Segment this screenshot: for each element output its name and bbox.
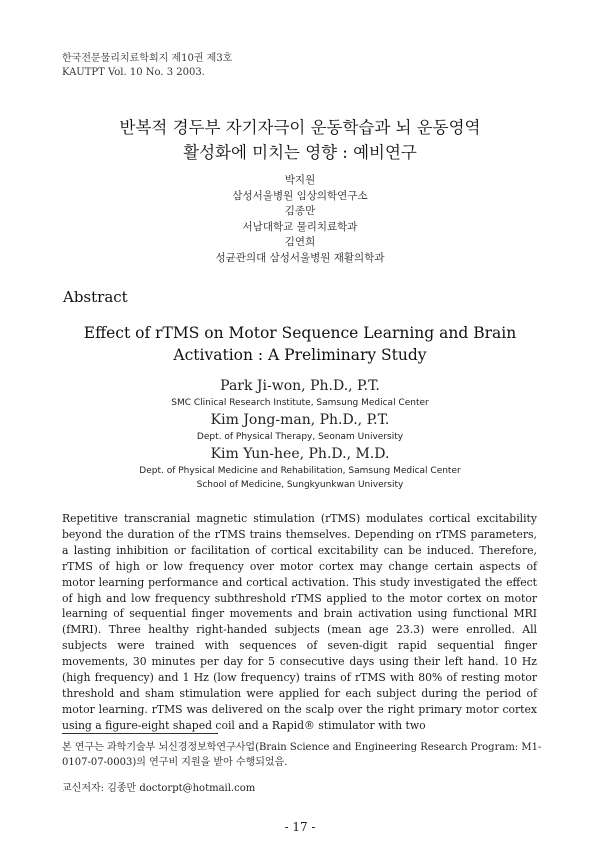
korean-author-affiliation: 삼성서울병원 임상의학연구소 [232,189,368,202]
korean-title-line: 활성화에 미치는 영향 : 예비연구 [183,143,417,162]
english-author-affiliation: Dept. of Physical Medicine and Rehabilitation, Samsung Medical Center [139,466,461,476]
funding-note: 본 연구는 과학기술부 뇌신경정보학연구사업(Brain Science and Engineering Research Program: M1-0107-07-0003)의 연구비 지원을 받아 수행되었음. [62,742,542,768]
english-author-affiliation: Dept. of Physical Therapy, Seonam University [196,432,404,442]
footnote-divider [62,733,218,734]
english-author-name: Park Ji-won, Ph.D., P.T. [220,378,380,394]
english-title [0,322,600,366]
korean-title-line: 반복적 경두부 자기자극이 운동학습과 뇌 운동영역 [119,118,481,137]
korean-author-name: 김종만 [284,205,316,217]
english-title-line: Activation : A Preliminary Study [173,346,427,364]
abstract-heading: Abstract [63,288,128,306]
korean-author-name: 김연희 [284,236,316,248]
english-author-name: Kim Jong-man, Ph.D., P.T. [210,412,390,428]
page-number: - 17 - [284,820,316,834]
correspondence-note: 교신저자: 김종만 doctorpt@hotmail.com [62,783,256,794]
english-author-affiliation: School of Medicine, Sungkyunkwan University [196,480,404,490]
korean-author-name: 박지원 [284,174,316,186]
english-author-name: Kim Yun-hee, Ph.D., M.D. [210,446,390,462]
journal-volume-info: KAUTPT Vol. 10 No. 3 2003. [62,67,205,78]
korean-author-affiliation: 성균관의대 삼성서울병원 재활의학과 [215,251,385,264]
korean-author-affiliation: 서남대학교 물리치료학과 [242,220,358,233]
english-title-line: Effect of rTMS on Motor Sequence Learning and Brain [83,324,517,342]
korean-author-block [0,173,600,266]
english-author-affiliation: SMC Clinical Research Institute, Samsung Medical Center [171,398,429,408]
journal-header [62,52,232,80]
footnote-block [62,740,542,796]
english-author-block [0,376,600,492]
abstract-body: Repetitive transcranial magnetic stimulation (rTMS) modulates cortical excitability beyond the duration of the rTMS trains themselves. Depending on rTMS parameters, a lasting inhibition or facilitation of cortical excitability can be induced. Therefore, rTMS of high or low frequency over motor cortex may change certain aspects of motor learning performance and cortical activation. This study investigated the effect of high and low frequency subthreshold rTMS applied to the motor cortex on motor learning of sequential finger movements and brain activation using functional MRI (fMRI). Three healthy right-handed subjects (mean age 23.3) were enrolled. All subjects were trained with sequences of seven-digit rapid sequential finger movements, 30 minutes per day for 5 consecutive days using their left hand. 10 Hz (high frequency) and 1 Hz (low frequency) trains of rTMS with 80% of resting motor threshold and sham stimulation were applied for each subject during the period of motor learning. rTMS was delivered on the scalp over the right primary motor cortex using a figure-eight shaped coil and a Rapid® stimulator with two [62,512,537,732]
korean-title [0,115,600,165]
journal-name-korean: 한국전문물리치료학회지 제10권 제3호 [62,53,233,64]
